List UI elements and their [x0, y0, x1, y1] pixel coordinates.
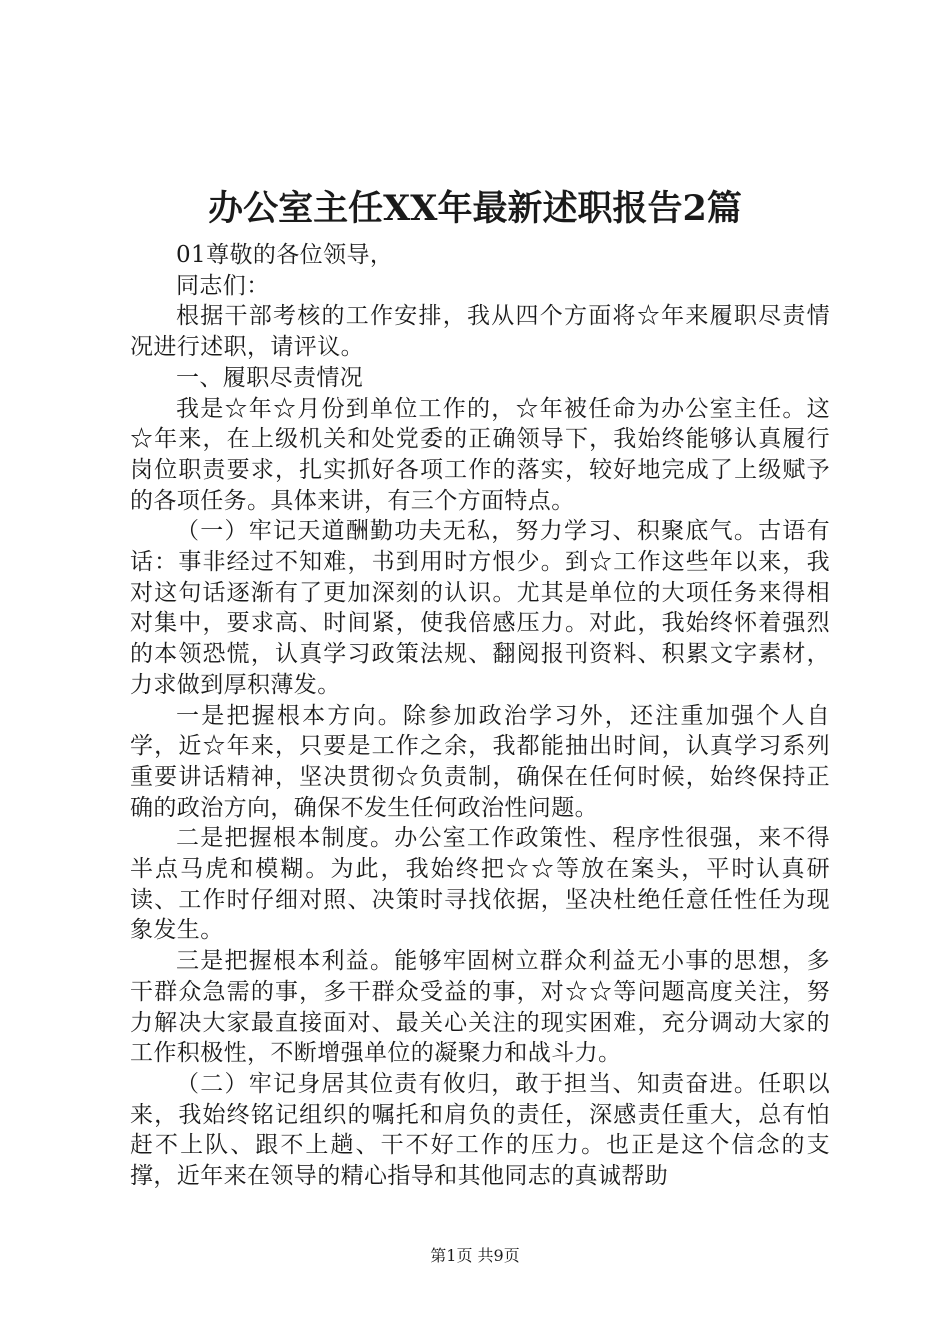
page-indicator: 第1页 共9页 — [430, 1246, 520, 1265]
document-title: 办公室主任XX年最新述职报告2篇 — [208, 188, 742, 229]
paragraph-intro: 根据干部考核的工作安排，我从四个方面将☆年来履职尽责情况进行述职，请评议。 — [130, 303, 830, 361]
section-heading-1: 一、履职尽责情况 — [176, 364, 364, 391]
paragraph-salutation: 01尊敬的各位领导， — [176, 242, 394, 268]
paragraph-subsection-1: （一）牢记天道酬勤功夫无私，努力学习、积聚底气。古语有话：事非经过不知难，书到用时方恨少。到☆工作这些年以来，我对这句话逐渐有了更加深刻的认识。尤其是单位的大项任务来得相对集中，要求高、时间紧，使我倍感压力。对此，我始终怀着强烈的本领恐慌，认真学习政策法规、翻阅报刊资料、积累文字素材，力求做到厚积薄发。 — [130, 518, 830, 698]
document-body — [130, 240, 830, 1192]
paragraph-point-3: 三是把握根本利益。能够牢固树立群众利益无小事的思想，多干群众急需的事，多干群众受益的事，对☆☆等问题高度关注，努力解决大家最直接面对、最关心关注的现实困难，充分调动大家的工作积极性，不断增强单位的凝聚力和战斗力。 — [130, 948, 830, 1067]
paragraph-subsection-2: （二）牢记身居其位责有攸归，敢于担当、知责奋进。任职以来，我始终铭记组织的嘱托和肩负的责任，深感责任重大，总有怕赶不上队、跟不上趟、干不好工作的压力。也正是这个信念的支撑，近年来在领导的精心指导和其他同志的真诚帮助 — [130, 1070, 830, 1190]
paragraph-overview: 我是☆年☆月份到单位工作的，☆年被任命为办公室主任。这☆年来，在上级机关和处党委的正确领导下，我始终能够认真履行岗位职责要求，扎实抓好各项工作的落实，较好地完成了上级赋予的各项任务。具体来讲，有三个方面特点。 — [130, 395, 830, 514]
paragraph-greeting: 同志们： — [176, 272, 270, 299]
paragraph-point-2: 二是把握根本制度。办公室工作政策性、程序性很强，来不得半点马虎和模糊。为此，我始终把☆☆等放在案头，平时认真研读、工作时仔细对照、决策时寻找依据，坚决杜绝任意任性任为现象发生。 — [130, 825, 830, 944]
paragraph-point-1: 一是把握根本方向。除参加政治学习外，还注重加强个人自学，近☆年来，只要是工作之余，我都能抽出时间，认真学习系列重要讲话精神，坚决贯彻☆负责制，确保在任何时候，始终保持正确的政治方向，确保不发生任何政治性问题。 — [130, 702, 830, 821]
